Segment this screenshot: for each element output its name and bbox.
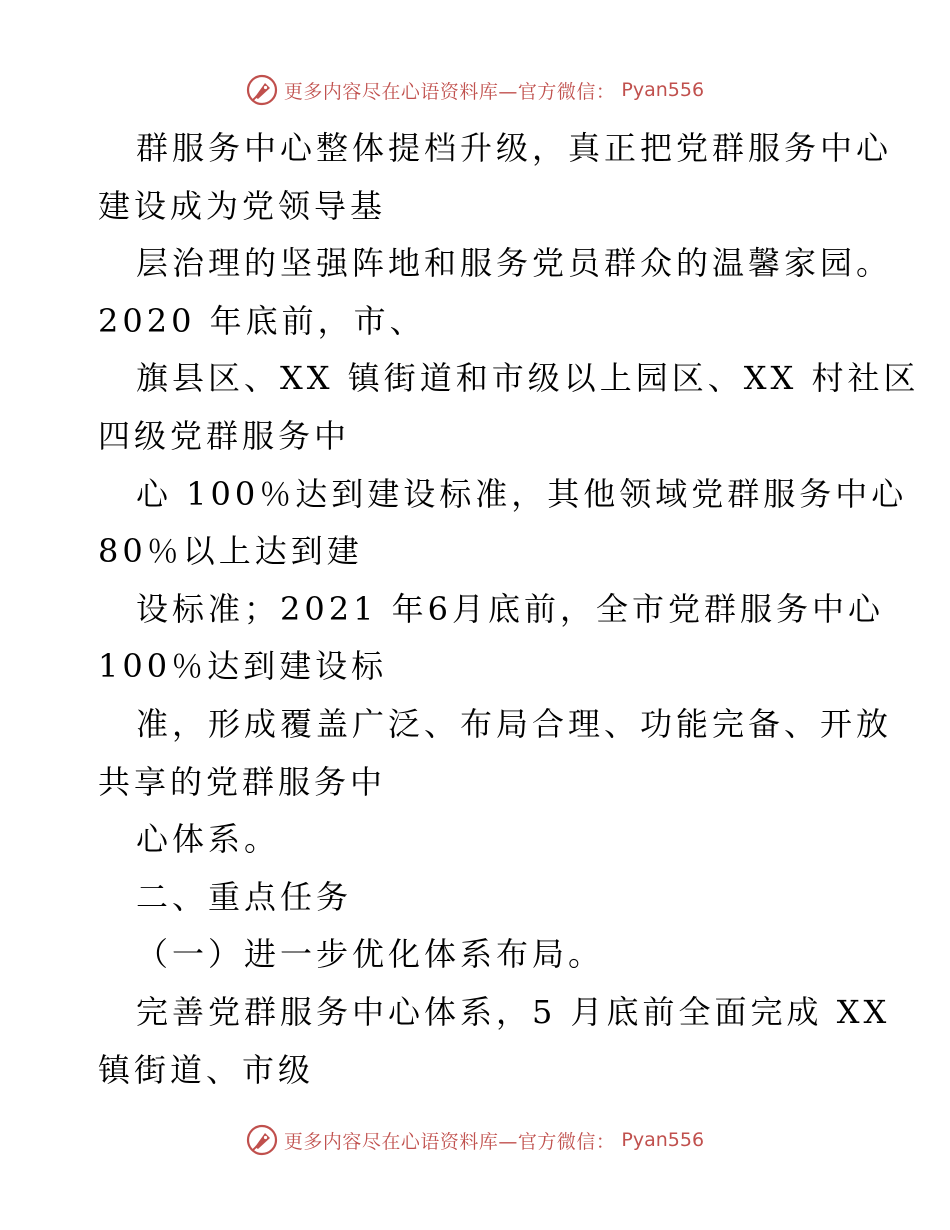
- header-banner: [0, 70, 950, 110]
- text-line: 建设成为党领导基: [98, 186, 387, 225]
- pen-nib-icon: [246, 74, 278, 106]
- text-line: 100％达到建设标: [98, 647, 388, 686]
- text-line: 四级党群服务中: [98, 416, 351, 455]
- text-line: 准，形成覆盖广泛、布局合理、功能完备、开放: [136, 704, 893, 743]
- text-line: 心体系。: [136, 820, 281, 859]
- text-line: 群服务中心整体提档升级，真正把党群服务中心: [136, 129, 893, 167]
- header-wechat-handle: Pyan556: [621, 79, 705, 101]
- footer-wechat-handle: Pyan556: [621, 1129, 705, 1151]
- text-line: 心 100％达到建设标准，其他领域党群服务中心: [136, 474, 908, 513]
- text-line: 共享的党群服务中: [98, 762, 387, 801]
- document-body: [98, 120, 920, 1099]
- text-line: （一）进一步优化体系布局。: [136, 935, 605, 974]
- header-banner-content: [246, 74, 704, 106]
- text-line: 旗县区、XX 镇街道和市级以上园区、XX 村社区: [136, 359, 920, 398]
- text-line: 2020 年底前，市、: [98, 301, 426, 340]
- text-line: 设标准；2021 年6月底前，全市党群服务中心: [136, 589, 884, 628]
- text-line: 镇街道、市级: [98, 1050, 315, 1089]
- header-banner-text: 更多内容尽在心语资料库—官方微信：: [283, 80, 616, 103]
- text-line: 二、重点任务: [136, 877, 353, 916]
- text-line: 层治理的坚强阵地和服务党员群众的温馨家园。: [136, 244, 893, 283]
- pen-nib-icon: [246, 1124, 278, 1156]
- text-line: 完善党群服务中心体系，5 月底前全面完成 XX: [136, 992, 891, 1031]
- text-line: 80％以上达到建: [98, 532, 363, 571]
- footer-banner-content: [246, 1124, 704, 1156]
- footer-banner-text: 更多内容尽在心语资料库—官方微信：: [283, 1130, 616, 1153]
- footer-banner: [0, 1120, 950, 1160]
